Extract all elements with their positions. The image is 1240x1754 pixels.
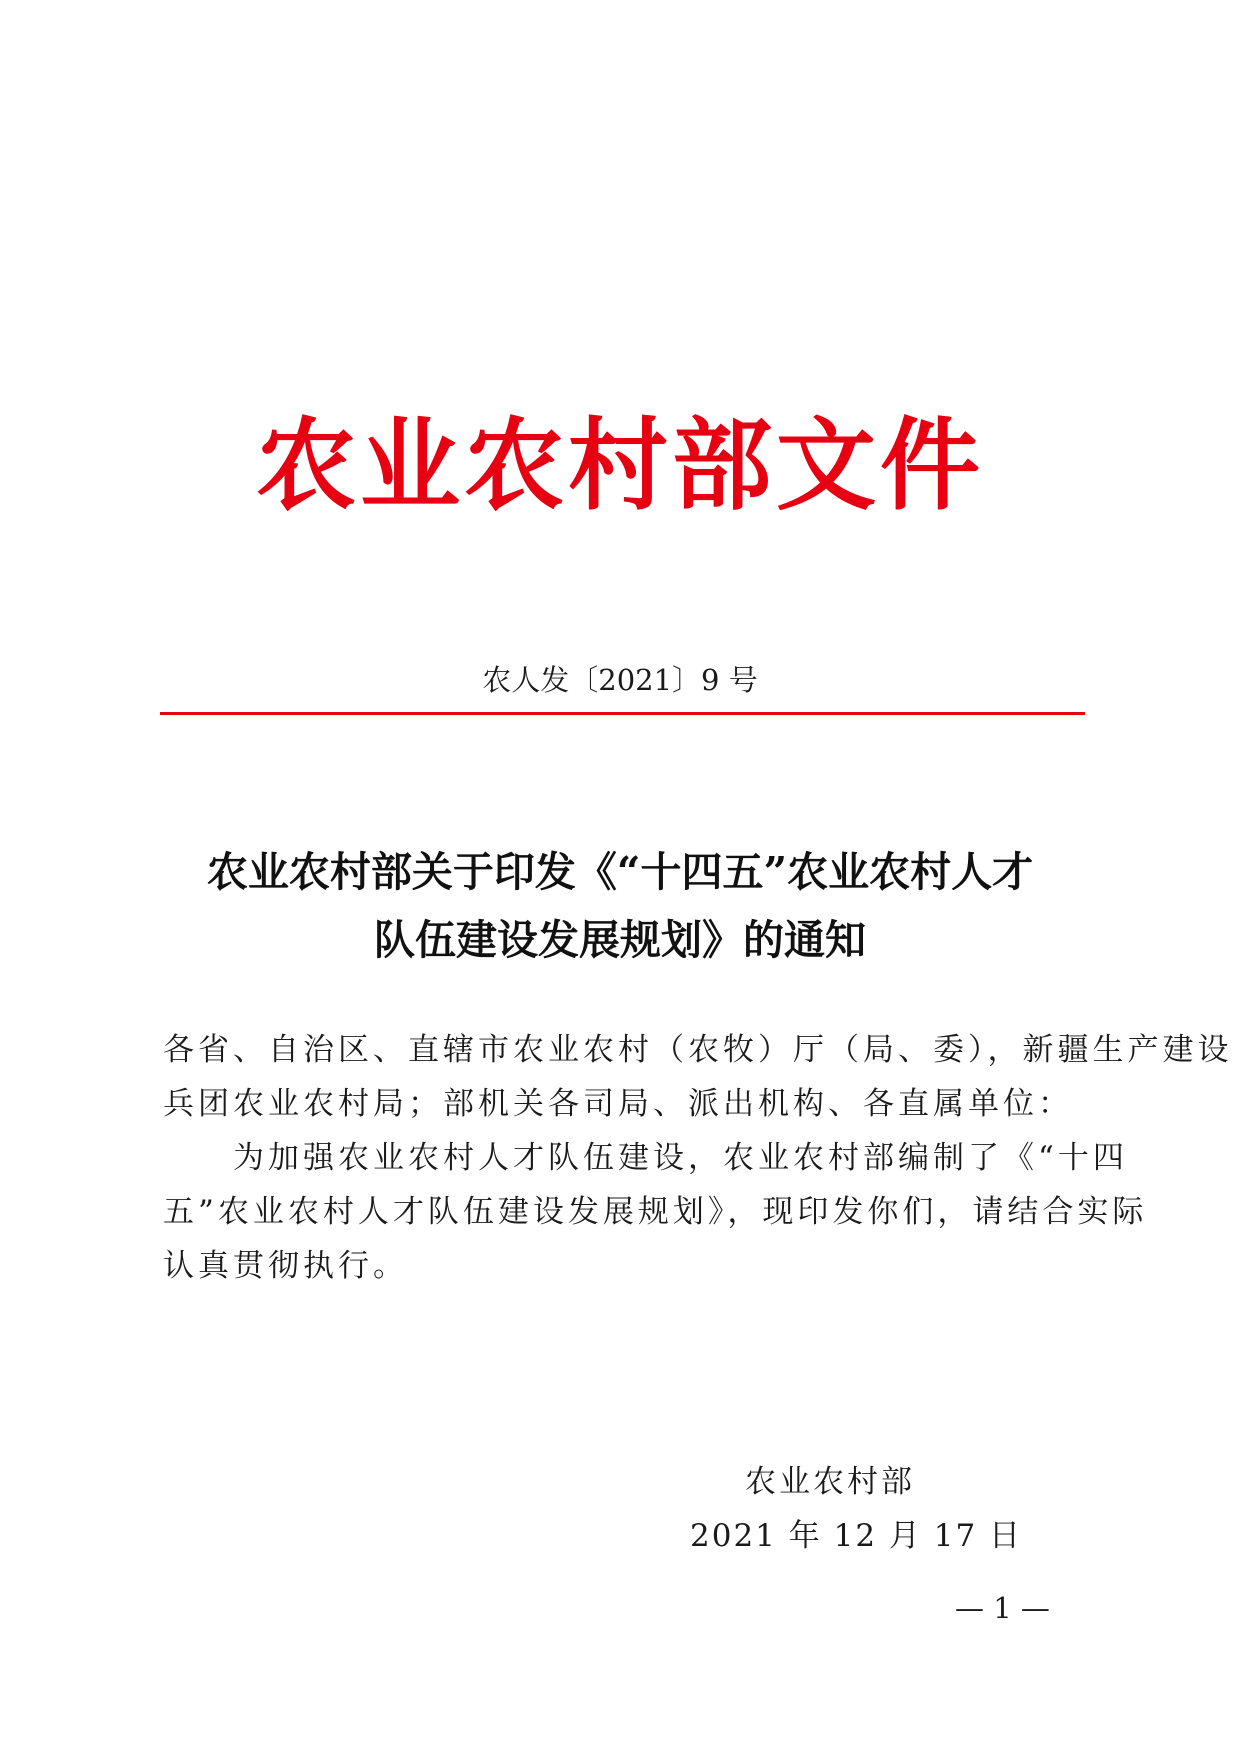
- document-number: 农人发〔2021〕9 号: [482, 663, 758, 697]
- red-separator-rule: [160, 712, 1085, 715]
- signature-issuer: 农业农村部: [745, 1464, 915, 1500]
- body-line-3: 为加强农业农村人才队伍建设，农业农村部编制了《“十四: [163, 1140, 1128, 1176]
- page-number: — 1 —: [955, 1591, 1050, 1625]
- document-title: [0, 838, 1240, 974]
- body-line-5: 认真贯彻执行。: [163, 1248, 408, 1284]
- body-line-4: 五”农业农村人才队伍建设发展规划》，现印发你们，请结合实际: [163, 1194, 1148, 1230]
- document-title-line-1: 农业农村部关于印发《“十四五”农业农村人才: [206, 848, 1034, 896]
- body-line-1: 各省、自治区、直辖市农业农村（农牧）厅（局、委），新疆生产建设: [163, 1032, 1233, 1068]
- issuer-header-title: 农业农村部文件: [256, 406, 984, 524]
- document-title-line-2: 队伍建设发展规划》的通知: [374, 916, 866, 964]
- signature-date: 2021 年 12 月 17 日: [690, 1518, 1023, 1554]
- body-line-2: 兵团农业农村局；部机关各司局、派出机构、各直属单位：: [163, 1086, 1073, 1122]
